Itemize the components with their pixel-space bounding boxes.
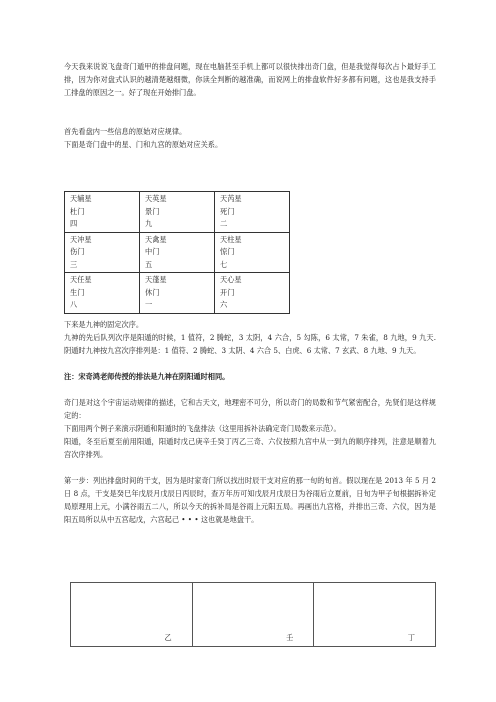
grid-cell: 天冲星 伤门 三 [65,232,140,273]
intro-line-3: 下面是奇门盘中的星、门和九宫的原始对应关系。 [64,140,223,149]
palace-cell: 丁 [314,583,436,647]
grid-cell: 天柱星 惊门 七 [215,232,290,273]
gods-line-1: 下来是九神的固定次序。 [64,320,144,329]
grid-cell: 天芮星 死门 二 [215,192,290,233]
rules-paragraph-2: 下面用两个例子来演示阴遁和阳遁时的飞盘排法（这里用拆补法确定奇门局数来示范）。 [64,424,341,433]
nine-palace-grid-top-row [70,582,436,647]
grid-cell: 天任星 生门 八 [65,273,140,314]
step1-paragraph: 第一步：列出排盘时间的干支，因为是时家奇门所以找出时辰干支对应的那一旬的旬首。假以现在是 2013 年 5 月 2 日 8 点，干支是癸巳年戊辰月戊辰日丙辰时，查万年历可知戊辰月戊辰日为谷雨后立夏前，日旬为甲子旬根据拆补定局原理用上元，小满谷雨五二八，所以今天的拆补局是谷雨上元阳五局。再画出九宫格，并排出三奇、六仪，因为是阳五局所以从中五宫起戊，六宫起己 • • • 这也就是地盘干。 [64,476,436,524]
grid-cell: 天禽星 中门 五 [140,232,215,273]
grid-cell: 天蓬星 休门 一 [140,273,215,314]
rules-paragraph-1: 奇门是对这个宇宙运动规律的描述，它和古天文，地理密不可分，所以奇门的局数和节气紧密配合，先贤们是这样规定的： [64,398,436,420]
grid-cell: 天心星 开门 六 [215,273,290,314]
grid-cell: 天辅星 杜门 四 [65,192,140,233]
star-door-palace-grid [64,191,290,314]
rules-paragraph-3: 阳遁，冬至后夏至前用阳遁，阳遁时戊己庚辛壬癸丁丙乙三奇、六仪按照九宫中从一到九的顺序排列，注意是顺着九宫次序排列。 [64,437,436,459]
palace-cell: 壬 [192,583,314,647]
grid-cell: 天英星 景门 九 [140,192,215,233]
palace-cell: 乙 [71,583,193,647]
gods-paragraph: 九神的先后队列次序是阳遁的时候，1 值符，2 腾蛇，3 太阴，4 六合，5 勾陈，6 太常，7 朱雀，8 九地，9 九天.阴遁时九神按九宫次序排列是：1 值符、2 腾蛇、3 太阴、4 六合 5、白虎、6 太常、7 玄武、8 九地、9 九天。 [64,333,436,355]
intro-paragraph: 今天我来说说飞盘奇门遁甲的排盘问题，现在电脑甚至手机上都可以很快排出奇门盘，但是我觉得每次占卜最好手工排，因为你对盘式认识的越清楚越细微，你读全判断的越准确，而说网上的排盘软件好多都有问题，这也是我支持手工排盘的原因之一。好了现在开始排门盘。 [64,62,436,97]
intro-line-2: 首先看盘内一些信息的原始对应规律。 [64,127,187,136]
gods-note: 注：宋奇鸿老师传授的排法是九神在阴阳遁时相同。 [64,372,230,381]
